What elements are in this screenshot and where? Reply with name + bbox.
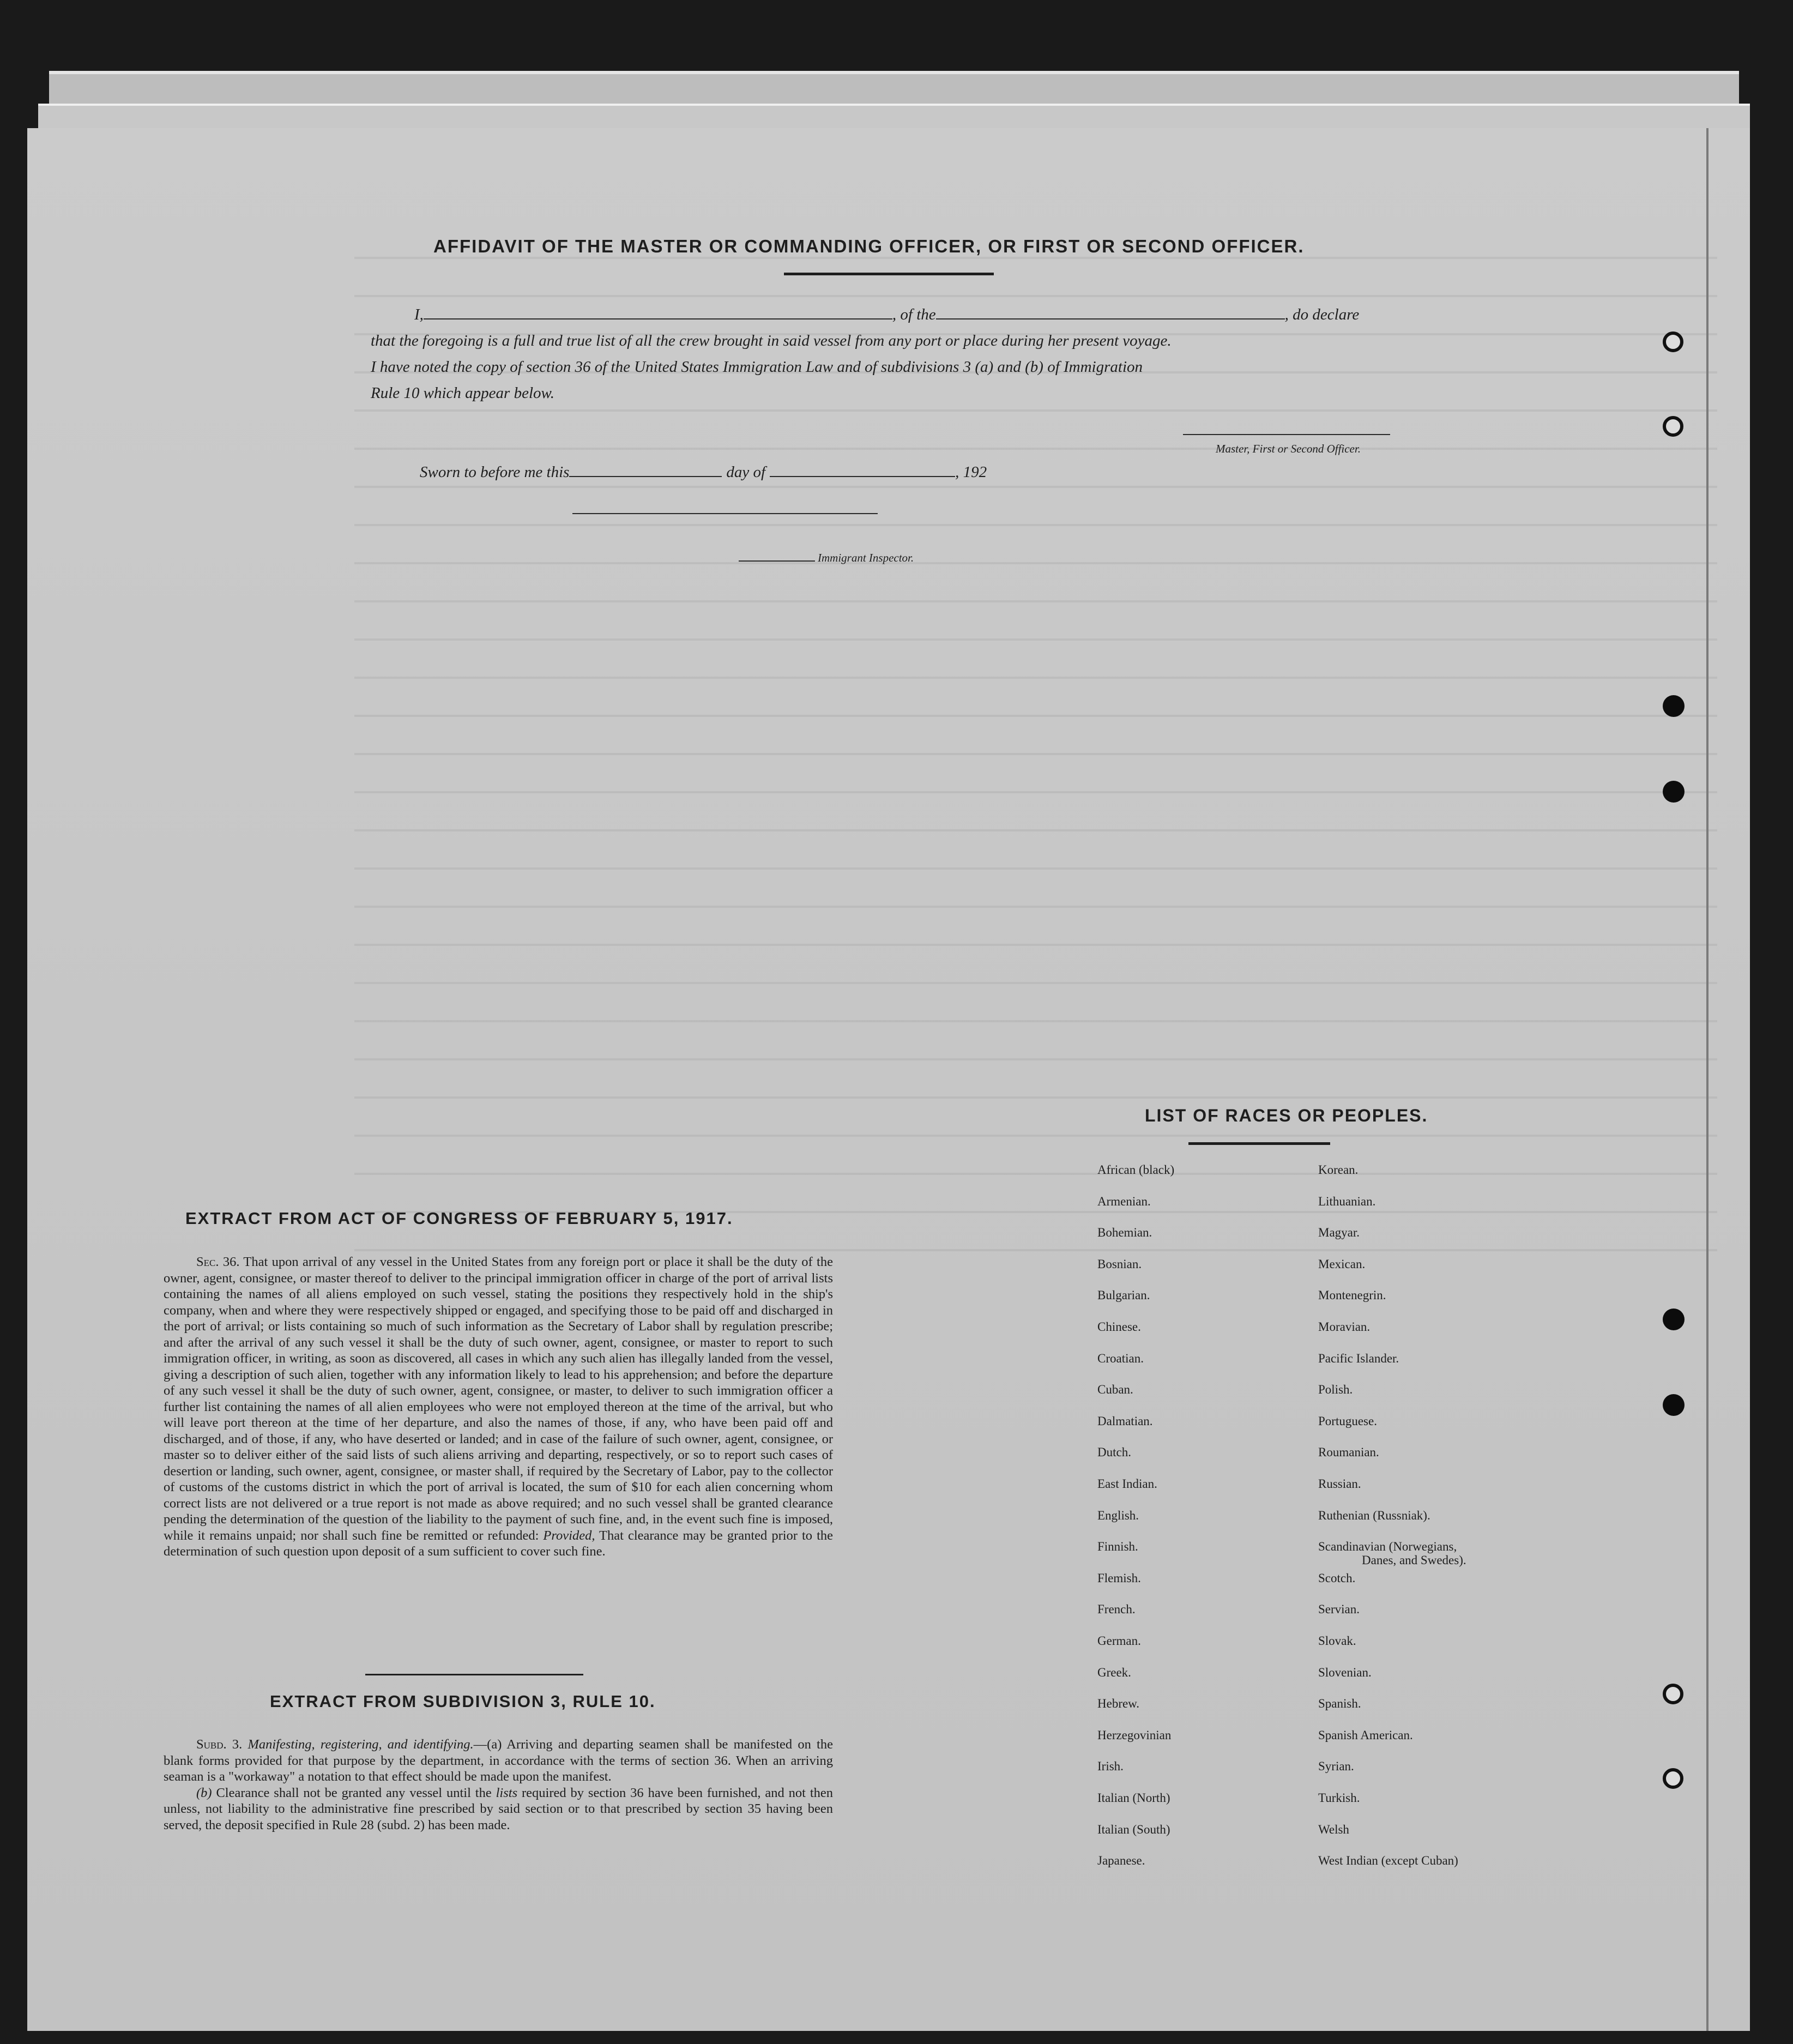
race-item: Roumanian. [1318,1445,1379,1459]
race-item: Welsh [1318,1823,1349,1836]
race-item: Bulgarian. [1097,1288,1150,1302]
sec-text-end: That clearance may be granted prior to the determination of such question upon deposit of a sum sufficient to cover such fine. [164,1528,833,1559]
race-item: Italian (South) [1097,1823,1170,1836]
race-item: East Indian. [1097,1477,1157,1491]
race-item: Moravian. [1318,1320,1371,1334]
race-item: Flemish. [1097,1571,1141,1585]
race-item: Servian. [1318,1602,1360,1616]
race-item: Russian. [1318,1477,1361,1491]
subd-heading: Manifesting, registering, and identifying. [247,1737,474,1752]
punch-hole-ring [1663,1768,1683,1789]
act-extract-rule [365,1674,583,1675]
race-item: Cuban. [1097,1383,1133,1396]
rule-subdivision-text [164,1737,833,1833]
race-item: Magyar. [1318,1226,1360,1239]
race-item: Scotch. [1318,1571,1356,1585]
race-item: Korean. [1318,1163,1359,1177]
punch-hole [1663,1394,1685,1416]
rule-extract-title: EXTRACT FROM SUBDIVISION 3, RULE 10. [270,1692,656,1711]
race-item: Portuguese. [1318,1414,1377,1428]
race-item: Slovenian. [1318,1666,1372,1679]
act-extract-title: EXTRACT FROM ACT OF CONGRESS OF FEBRUARY 5, 1917. [185,1209,733,1228]
year-label: , 192 [955,463,987,481]
inspector-small-line [739,560,815,562]
punch-hole-ring [1663,416,1683,437]
races-title: LIST OF RACES OR PEOPLES. [1145,1106,1428,1125]
race-item: Slovak. [1318,1634,1356,1648]
vessel-blank[interactable] [936,306,1285,319]
race-item: Japanese. [1097,1854,1145,1867]
punch-hole-ring [1663,1684,1683,1704]
race-item: Finnish. [1097,1540,1138,1553]
provided-label: Provided, [543,1528,595,1543]
race-item: Scandinavian (Norwegians, [1318,1540,1457,1553]
race-item: English. [1097,1509,1139,1522]
race-item: Bohemian. [1097,1226,1152,1239]
day-of-label: day of [726,463,766,481]
race-item: Dalmatian. [1097,1414,1153,1428]
subd-label: Subd. 3. [196,1737,243,1752]
declaration-block [371,302,1434,406]
race-item: Spanish. [1318,1697,1361,1710]
declaration-line-1: that the foregoing is a full and true list of all the crew brought in said vessel from any port or place during her present voyage. [371,332,1172,349]
rule-para-b [164,1785,833,1834]
master-signature-line[interactable] [1183,434,1390,435]
rule-para-a [164,1737,833,1785]
master-caption: Master, First or Second Officer. [1216,442,1361,455]
sworn-day-blank[interactable] [569,464,722,477]
punch-hole [1663,781,1685,803]
races-title-rule [1188,1142,1330,1145]
race-item: Polish. [1318,1383,1353,1396]
sworn-label: Sworn to before me this [420,463,570,481]
declaration-line-3: Rule 10 which appear below. [371,384,554,402]
sec-label: Sec. 36. [196,1255,240,1269]
punch-hole [1663,1309,1685,1330]
race-item: African (black) [1097,1163,1175,1177]
race-item: Croatian. [1097,1352,1144,1365]
race-item: Ruthenian (Russniak). [1318,1509,1430,1522]
race-item: Bosnian. [1097,1257,1142,1271]
sworn-line [420,459,987,485]
race-item: Spanish American. [1318,1728,1413,1742]
declaration-line-2: I have noted the copy of section 36 of the United States Immigration Law and of subdivisions 3 (a) and (b) of Immigration [371,358,1143,376]
race-item: German. [1097,1634,1141,1648]
page-right-edge [1706,128,1709,2031]
race-item: Dutch. [1097,1445,1131,1459]
affidavit-title-rule [784,273,994,275]
race-item: Mexican. [1318,1257,1366,1271]
name-blank[interactable] [424,306,892,319]
race-item: Armenian. [1097,1195,1151,1208]
race-item: Chinese. [1097,1320,1141,1334]
act-section-36-text [164,1254,833,1560]
of-the-label: , of the [892,306,936,323]
race-item: Syrian. [1318,1759,1354,1773]
do-declare-label: , do declare [1284,306,1360,323]
lists-word: lists [496,1785,518,1800]
punch-hole-ring [1663,331,1683,352]
declaration-line-names [371,302,1434,328]
race-item: Pacific Islander. [1318,1352,1399,1365]
race-item: Montenegrin. [1318,1288,1386,1302]
race-item: Hebrew. [1097,1697,1140,1710]
para-b-text-1: Clearance shall not be granted any vessel until the [216,1785,492,1800]
race-item: Herzegovinian [1097,1728,1172,1742]
race-item: Greek. [1097,1666,1131,1679]
race-item: Irish. [1097,1759,1124,1773]
affidavit-title: AFFIDAVIT OF THE MASTER OR COMMANDING OFFICER, OR FIRST OR SECOND OFFICER. [433,236,1305,256]
sec-text-body: That upon arrival of any vessel in the United States from any foreign port or place it shall be the duty of the owner, agent, consignee, or master thereof to deliver to the principal immigration officer in charge of the port of arrival lists containing the names of all aliens employed on such vessel, stating the positions they respectively hold in the ship's company, when and where they were respectively shipped or engaged, and specifying those to be paid off and discharged in the port of arrival; or lists containing so much of such information as the Secretary of Labor shall by regulation prescribe; and after the arrival of any such vessel it shall be the duty of such owner, agent, consignee, or master to report to such immigration officer, in writing, as soon as discovered, all cases in which any such alien has illegally landed from the vessel, giving a description of such alien, together with any information likely to lead to his apprehension; and before the departure of any such vessel it shall be the duty of such owner, agent, consignee, or master, to deliver to such immigration officer a further list containing the names of all alien employees who were not employed thereon at the time of the arrival, but who will leave port thereon at the time of her departure, and also the names of those, if any, who have been paid off and discharged, and of those, if any, who have deserted or landed; and in case of the failure of such owner, agent, consignee, or master so to deliver either of the said lists of such aliens arriving and departing, respectively, or so to report such cases of desertion or landing, such owner, agent, consignee, or master shall, if required by the Secretary of Labor, pay to the collector of customs of the customs district in which the port of arrival is located, the sum of $10 for each alien concerning whom correct lists are not delivered or a true report is not made as above required; and no such vessel shall be granted clearance pending the determination of the question of the liability to the payment of such fine, and, in the event such fine is imposed, while it remains unpaid; nor shall such fine be remitted or refunded: [164,1255,833,1543]
race-item: West Indian (except Cuban) [1318,1854,1458,1867]
document-page [27,128,1750,2031]
race-item: Lithuanian. [1318,1195,1376,1208]
race-scandinavian-continued: Danes, and Swedes). [1362,1553,1466,1567]
race-item: Italian (North) [1097,1791,1170,1805]
inspector-caption: Immigrant Inspector. [818,551,914,564]
para-b-label: (b) [196,1785,212,1800]
sworn-month-blank[interactable] [770,464,955,477]
inspector-signature-line[interactable] [572,513,878,514]
para-b-text-2: required by section 36 have been furnished, and not then unless, not liability to the administrative fine prescribed by said section or to that prescribed by section 35 having been served, the deposit specified in Rule 28 (subd. 2) has been made. [164,1785,834,1832]
race-item: French. [1097,1602,1136,1616]
rule-para-a-text: —(a) Arriving and departing seamen shall be manifested on the blank forms provided for that purpose by the department, in accordance with the terms of section 36. When an arriving seaman is a "workaway" a notation to that effect should be made upon the manifest. [164,1737,833,1784]
punch-hole [1663,695,1685,717]
race-item: Turkish. [1318,1791,1360,1805]
i-label: I, [414,306,424,323]
